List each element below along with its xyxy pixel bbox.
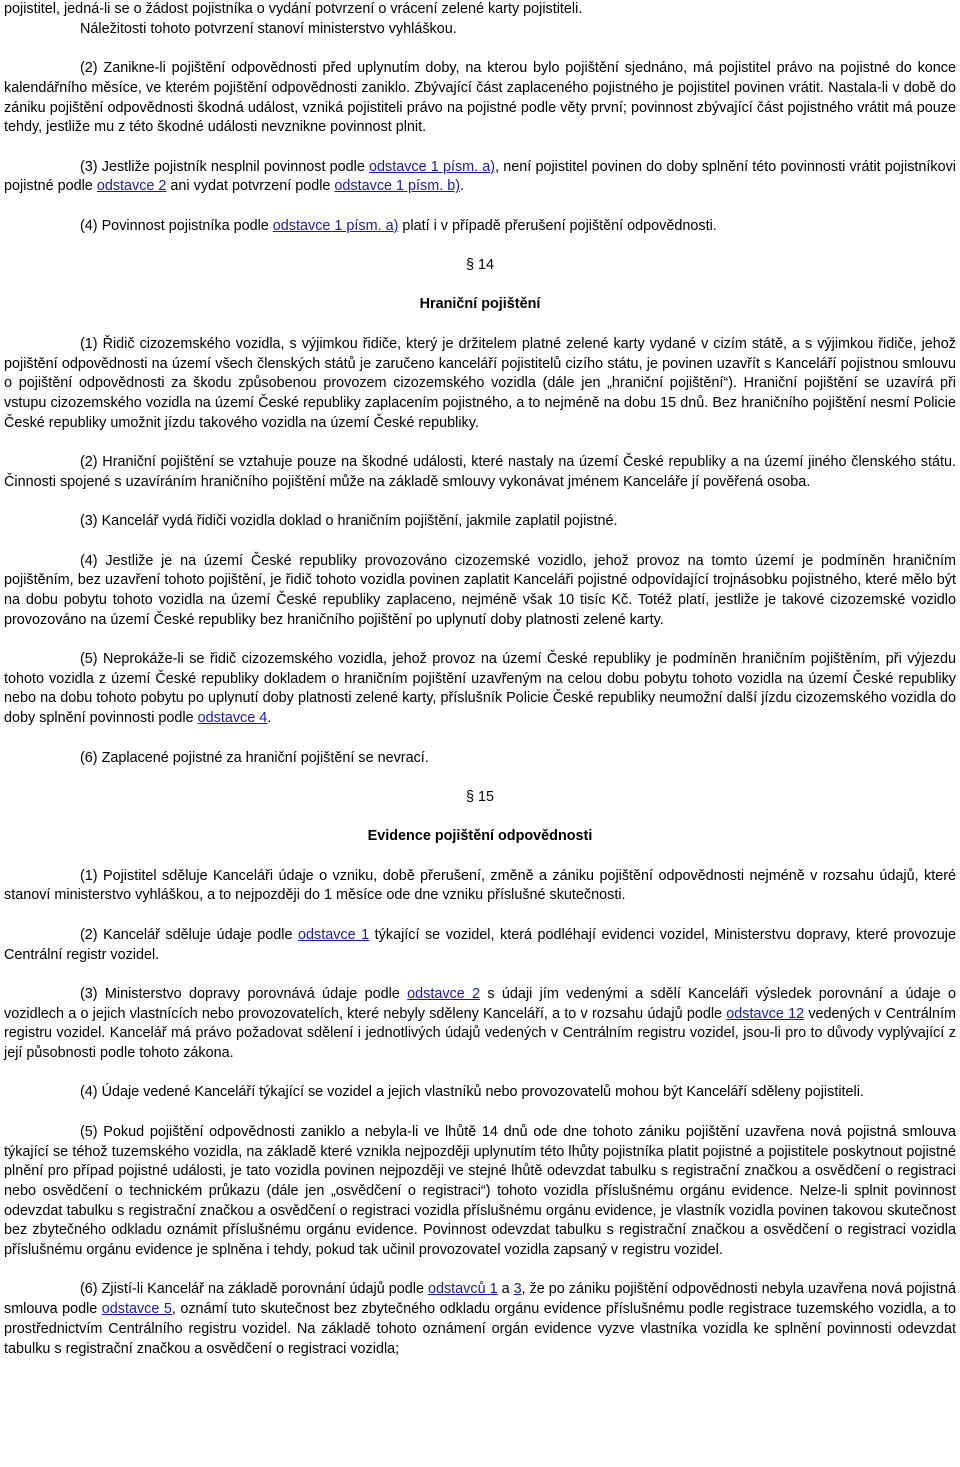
link-odstavce-12[interactable]: odstavce 12 — [726, 1005, 805, 1022]
paragraph-13-3: (3) Jestliže pojistník nesplnil povinnost podle odstavce 1 písm. a), není pojistitel povinen do doby splnění této povinnosti vrátit pojistníkovi pojistné podle odstavce 2 ani vydat potvrzení podle odstavce 1 písm. b). — [4, 158, 956, 195]
paragraph-14-4: (4) Jestliže je na území České republiky provozováno cizozemské vozidlo, jehož provoz na tomto území je podmíněn hraničním pojištěním, bez uzavření tohoto pojištění, je řidič tohoto vozidla povinen zaplatit Kanceláři pojistné odpovídající trojnásobku pojistného, které mělo být na dobu pobytu tohoto vozidla na území České republiky zaplaceno, nejméně však 10 tisíc Kč. Totéž platí, jestliže je takové cizozemské vozidlo provozováno na území České republiky bez hraničního pojištění po uplynutí doby platnosti zelené karty. — [4, 552, 956, 628]
paragraph-13-2: (2) Zanikne-li pojištění odpovědnosti před uplynutím doby, na kterou bylo pojištění sjednáno, má pojistitel právo na pojistné do konce kalendářního měsíce, ve kterém pojištění odpovědnosti zaniklo. Zbývající část zaplaceného pojistného je pojistitel povinen vrátit. Nastala-li v době do zániku pojištění odpovědnosti škodná událost, vzniká pojistiteli právo na pojistné podle věty první; povinnost zbývající část pojistného vrátit má pouze tehdy, jestliže mu z této škodné události nevznikne povinnost plnit. — [4, 60, 956, 136]
link-3[interactable]: 3 — [513, 1281, 522, 1298]
paragraph-15-5: (5) Pokud pojištění odpovědnosti zaniklo a nebyla-li ve lhůtě 14 dnů ode dne tohoto zániku pojištění uzavřena nová pojistná smlouva týkající se téhož tuzemského vozidla, na základě které vznikla nejpozději uplynutím této lhůty pojistníka platit pojistné a pojistitele poskytnout pojistné plnění pro případ pojistné události, je tato vozidla povinen nejpozději ve stejné lhůtě odevzdat tabulku s registrační značkou a osvědčení o registraci nebo osvědčení o technickém průkazu (dále jen „osvědčení o registraci“) tohoto vozidla příslušnému orgánu evidence. Nelze-li splnit povinnost odevzdat tabulku s registrační značkou a osvědčení o registraci vozidla příslušnému orgánu evidence, je vlastník vozidla povinen takovou skutečnost bez zbytečného odkladu oznámit příslušnému orgánu evidence. Povinnost odevzdat tabulku s registrační značkou a osvědčení o registraci vozidla příslušnému orgánu evidence je splněna i tehdy, pokud tak učinil provozovatel vozidla zapsaný v registru vozidel. — [4, 1123, 956, 1259]
paragraph-13-4: (4) Povinnost pojistníka podle odstavce 1 písm. a) platí i v případě přerušení pojištění odpovědnosti. — [80, 217, 717, 234]
section-15-number: § 15 — [465, 788, 494, 805]
paragraph-14-1: (1) Řidič cizozemského vozidla, s výjimkou řidiče, který je držitelem platné zelené karty vydané v cizím státě, a s výjimkou řidiče, jehož pojištění odpovědnosti na území všech členských států je zaručeno kanceláří pojistitelů cizího státu, je povinen uzavřít s Kanceláří pojistnou smlouvu o pojištění odpovědnosti za škodu způsobenou provozem cizozemského vozidla (dále jen „hraniční pojištění“). Hraniční pojištění se uzavírá při vstupu cizozemského vozidla na území České republiky zaplacením pojistného, a to nejméně na dobu 15 dnů. Bez hraničního pojištění nesmí Policie České republiky umožnit jízdu takového vozidla na území České republiky. — [4, 335, 956, 431]
paragraph-15-4: (4) Údaje vedené Kanceláří týkající se vozidel a jejich vlastníků nebo provozovatelů mohou být Kanceláří sděleny pojistiteli. — [80, 1084, 864, 1101]
paragraph-14-6: (6) Zaplacené pojistné za hraniční pojištění se nevrací. — [80, 749, 429, 766]
paragraph-15-1: (1) Pojistitel sděluje Kanceláři údaje o vzniku, době přerušení, změně a zániku pojištění odpovědnosti nejméně v rozsahu údajů, které stanoví ministerstvo vyhláškou, a to nejpozději do 1 měsíce ode dne vzniku příslušné skutečnosti. — [4, 867, 956, 904]
link-odstavce-1[interactable]: odstavce 1 — [298, 926, 370, 943]
link-odstavce-2-b[interactable]: odstavce 2 — [407, 985, 481, 1002]
link-odstavce-1-pism-b[interactable]: odstavce 1 písm. b) — [334, 178, 460, 195]
link-odstavce-5[interactable]: odstavce 5 — [101, 1301, 172, 1318]
link-odstavce-2[interactable]: odstavce 2 — [96, 178, 167, 195]
paragraph-14-2: (2) Hraniční pojištění se vztahuje pouze na škodné události, které nastaly na území České republiky a na území jiného členského státu. Činnosti spojené s uzavíráním hraničního pojištění může na základě smlouvy vykonávat jménem Kanceláře jí pověřená osoba. — [4, 454, 956, 490]
link-odstavce-1-pism-a-2[interactable]: odstavce 1 písm. a) — [272, 217, 399, 234]
link-odstavcu-1[interactable]: odstavců 1 — [427, 1281, 498, 1298]
section-15-title: Evidence pojištění odpovědnosti — [367, 828, 593, 845]
link-odstavce-4[interactable]: odstavce 4 — [197, 710, 268, 727]
section-14-title: Hraniční pojištění — [419, 296, 541, 313]
paragraph-15-2: (2) Kancelář sděluje údaje podle odstavce 1 týkající se vozidel, která podléhají evidenci vozidel, Ministerstvu dopravy, které provozuje Centrální registr vozidel. — [4, 926, 956, 963]
continuation-text-line-2: Náležitosti tohoto potvrzení stanoví ministerstvo vyhláškou. — [80, 20, 457, 37]
link-odstavce-1-pism-a[interactable]: odstavce 1 písm. a) — [369, 158, 496, 175]
paragraph-15-3: (3) Ministerstvo dopravy porovnává údaje podle odstavce 2 s údaji jím vedenými a sdělí Kanceláři výsledek porovnání a údaje o vozidlech a o jejich vlastnících nebo provozovatelích, které nebyly sděleny Kanceláří, a to v rozsahu údajů podle odstavce 12 vedených v Centrálním registru vozidel. Kancelář má právo požadovat sdělení i jednotlivých údajů vedených v Centrálním registru vozidel, jsou-li pro to důvody vyplývající z její působnosti podle tohoto zákona. — [4, 985, 956, 1062]
paragraph-15-6: (6) Zjistí-li Kancelář na základě porovnání údajů podle odstavců 1 a 3, že po zániku pojištění odpovědnosti nebyla uzavřena nová pojistná smlouva podle odstavce 5, oznámí tuto skutečnost bez zbytečného odkladu orgánu evidence příslušnému podle registrace tuzemského vozidla, a to prostřednictvím Centrálního registru vozidel. Na základě tohoto oznámení orgán evidence vyzve vlastníka vozidla ke splnění povinnosti odevzdat tabulku s registrační značkou a osvědčení o registraci vozidla; — [4, 1281, 957, 1357]
section-14-number: § 14 — [465, 257, 494, 274]
paragraph-14-3: (3) Kancelář vydá řidiči vozidla doklad o hraničním pojištění, jakmile zaplatil pojistné. — [80, 513, 618, 530]
paragraph-14-5: (5) Neprokáže-li se řidič cizozemského vozidla, jehož provoz na území České republiky je podmíněn hraničním pojištěním, při výjezdu tohoto vozidla z území České republiky dokladem o hraničním pojištění uzavřeným na celou dobu pobytu tohoto vozidla na území České republiky nebo na dobu tohoto pobytu po uplynutí doby platnosti zelené karty, příslušník Policie České republiky neumožní další jízdu cizozemského vozidla do doby splnění povinnosti podle odstavce 4. — [4, 651, 956, 727]
continuation-text-line-1: pojistitel, jedná-li se o žádost pojistníka o vydání potvrzení o vrácení zelené karty pojistiteli. — [4, 1, 583, 17]
